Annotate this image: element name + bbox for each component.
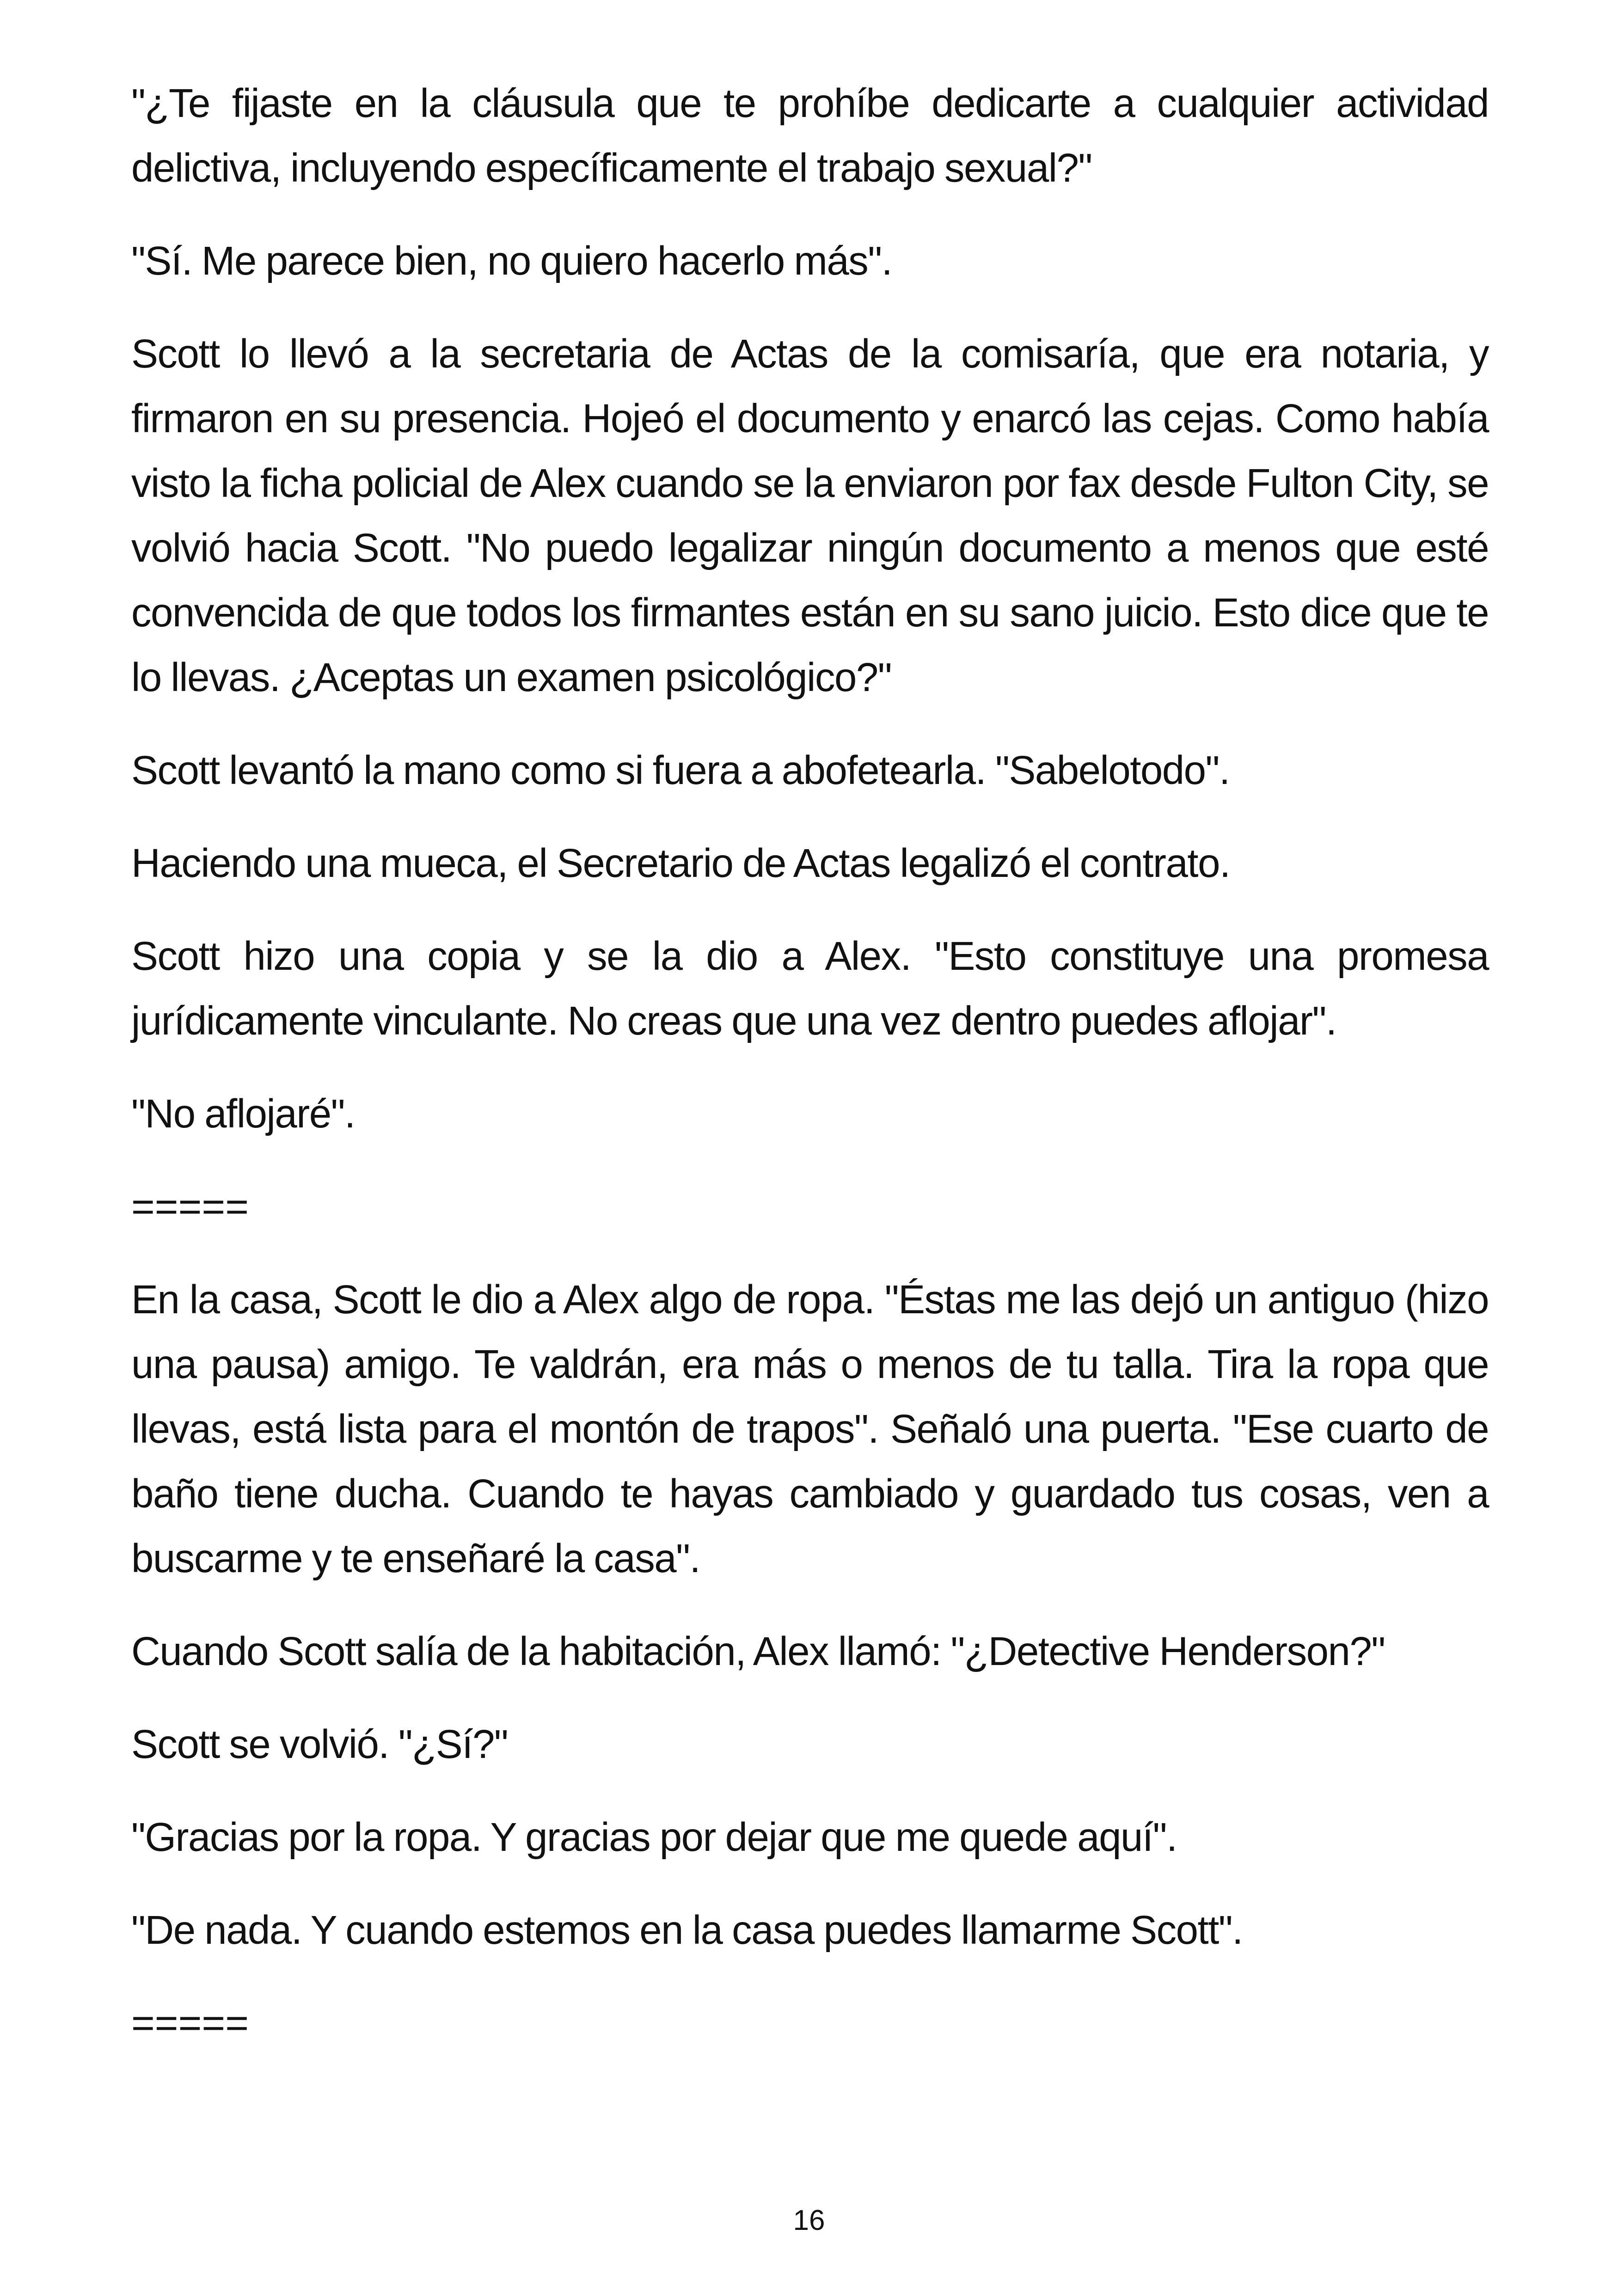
section-separator: =====: [131, 1184, 249, 1229]
paragraph: "¿Te fijaste en la cláusula que te prohíbe dedicarte a cualquier actividad delictiva, incluyendo específicamente el trabajo sexual?": [131, 81, 1489, 190]
page-number: 16: [793, 2204, 825, 2236]
paragraph: "De nada. Y cuando estemos en la casa puedes llamarme Scott".: [131, 1908, 1243, 1953]
section-separator: =====: [131, 2001, 249, 2045]
paragraph: "No aflojaré".: [131, 1091, 355, 1136]
paragraph: Scott se volvió. "¿Sí?": [131, 1722, 508, 1767]
paragraph: En la casa, Scott le dio a Alex algo de ropa. "Éstas me las dejó un antiguo (hizo una pausa) amigo. Te valdrán, era más o menos de tu talla. Tira la ropa que llevas, está lista para el montón de trapos". Señaló una puerta. "Ese cuarto de baño tiene ducha. Cuando te hayas cambiado y guardado tus cosas, ven a buscarme y te enseñaré la casa".: [131, 1277, 1489, 1581]
paragraph: "Sí. Me parece bien, no quiero hacerlo más".: [131, 239, 892, 283]
paragraph: Scott levantó la mano como si fuera a abofetearla. "Sabelotodo".: [131, 748, 1230, 793]
paragraph: "Gracias por la ropa. Y gracias por dejar que me quede aquí".: [131, 1815, 1177, 1860]
paragraph: Haciendo una mueca, el Secretario de Actas legalizó el contrato.: [131, 841, 1230, 886]
paragraph: Scott lo llevó a la secretaria de Actas de la comisaría, que era notaria, y firmaron en su presencia. Hojeó el documento y enarcó las cejas. Como había visto la ficha policial de Alex cuando se la enviaron por fax desde Fulton City, se volvió hacia Scott. "No puedo legalizar ningún documento a menos que esté convencida de que todos los firmantes están en su sano juicio. Esto dice que te lo llevas. ¿Aceptas un examen psicológico?": [131, 331, 1489, 700]
paragraph: Scott hizo una copia y se la dio a Alex. "Esto constituye una promesa jurídicamente vinculante. No creas que una vez dentro puedes aflojar".: [131, 934, 1489, 1043]
body-text: [131, 71, 1489, 2084]
paragraph: Cuando Scott salía de la habitación, Alex llamó: "¿Detective Henderson?": [131, 1629, 1385, 1674]
